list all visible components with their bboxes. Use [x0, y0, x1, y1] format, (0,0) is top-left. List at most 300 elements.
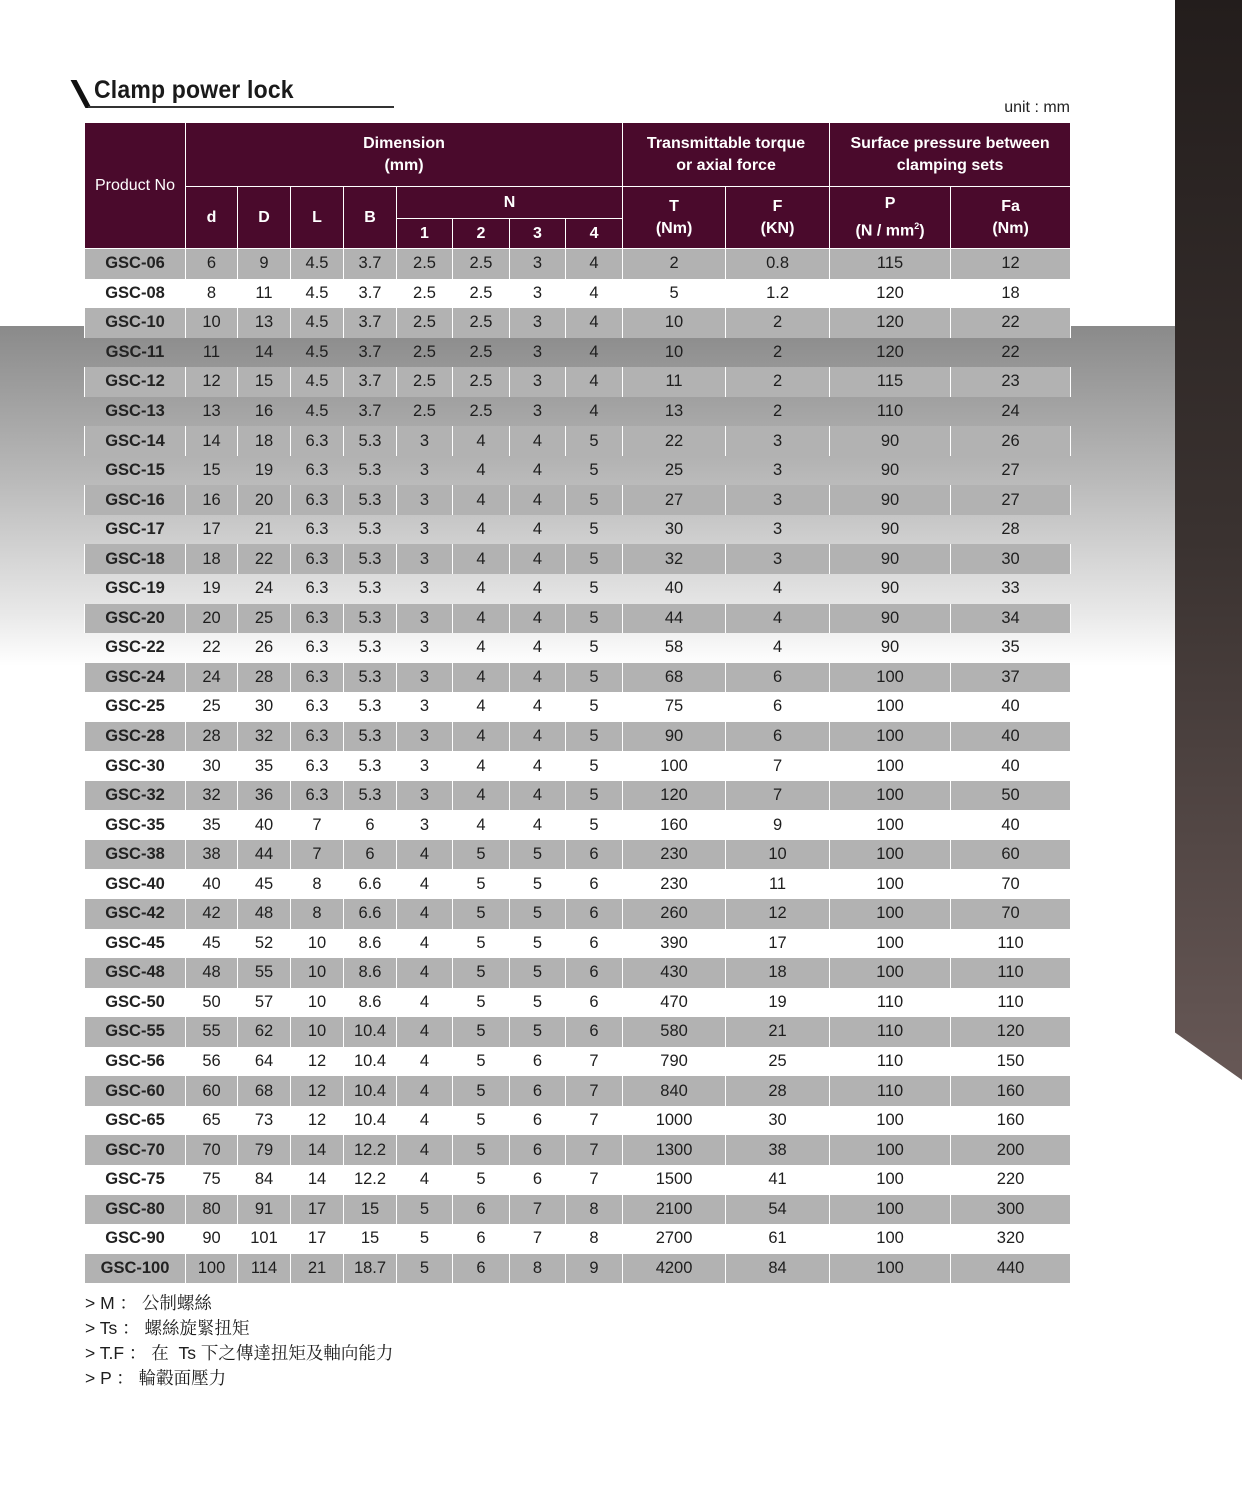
- table-cell: 30: [664, 520, 684, 539]
- table-cell: 9: [772, 815, 783, 834]
- table-cell: 35: [254, 756, 274, 775]
- table-cell: 90: [830, 544, 951, 574]
- table-cell: 4: [510, 544, 566, 574]
- table-cell: 470: [660, 992, 688, 1011]
- header-L: L: [291, 187, 344, 249]
- table-row: [85, 397, 1071, 427]
- header-pressure: [830, 123, 1071, 187]
- table-cell: 57: [254, 992, 274, 1011]
- table-cell: 4: [453, 485, 510, 515]
- table-cell: 55: [238, 958, 291, 988]
- table-cell: 6.3: [291, 604, 344, 634]
- header-Fa-unit: (Nm): [992, 219, 1029, 237]
- table-cell: 40: [202, 874, 221, 893]
- table-cell: 5: [476, 933, 486, 952]
- product-no-cell: GSC-45: [105, 933, 165, 952]
- table-cell: 3: [532, 283, 543, 302]
- table-cell: 70: [951, 899, 1071, 929]
- table-cell: 54: [726, 1195, 830, 1225]
- header-T-label: T: [669, 197, 679, 215]
- product-no-cell: GSC-48: [85, 958, 186, 988]
- table-cell: 40: [951, 722, 1071, 752]
- table-cell: 3.7: [358, 283, 382, 302]
- table-cell: 5: [476, 1052, 486, 1071]
- table-cell: 40: [254, 815, 274, 834]
- table-cell: 2.5: [397, 249, 453, 279]
- title-slash-mark: [71, 80, 92, 108]
- table-cell: 45: [254, 874, 274, 893]
- table-cell: 110: [876, 992, 904, 1011]
- header-P-unit-b: ): [919, 222, 925, 240]
- table-cell: 1.2: [766, 283, 790, 302]
- table-row: [85, 1224, 1071, 1254]
- product-no-cell: GSC-25: [105, 697, 165, 716]
- table-cell: 6.3: [291, 663, 344, 693]
- table-cell: 7: [566, 1135, 623, 1165]
- table-cell: 8.6: [358, 992, 382, 1011]
- table-cell: 100: [876, 697, 904, 716]
- table-cell: 7: [726, 781, 830, 811]
- note-item: > T.F ： 在 Ts 下之傳達扭矩及軸向能力: [85, 1343, 394, 1363]
- table-cell: 3: [397, 485, 453, 515]
- table-cell: 110: [876, 402, 904, 420]
- table-cell: 6.3: [291, 781, 344, 811]
- table-cell: 5.3: [358, 756, 382, 775]
- table-cell: 4: [453, 663, 510, 693]
- table-cell: 10: [291, 958, 344, 988]
- table-cell: 580: [623, 1017, 726, 1047]
- product-no-cell: GSC-12: [85, 367, 186, 397]
- product-no-cell: GSC-40: [105, 874, 165, 893]
- table-cell: 20: [238, 485, 291, 515]
- table-header: [85, 123, 1071, 249]
- table-cell: 28: [1001, 520, 1020, 539]
- table-cell: 6.3: [305, 579, 329, 598]
- table-cell: 22: [623, 426, 726, 456]
- table-cell: 4: [726, 604, 830, 634]
- header-B: B: [344, 187, 397, 249]
- table-cell: 5: [566, 544, 623, 574]
- table-cell: 3: [726, 544, 830, 574]
- product-no-cell: GSC-70: [85, 1135, 186, 1165]
- table-cell: 90: [830, 604, 951, 634]
- table-cell: 26: [951, 426, 1071, 456]
- table-cell: 115: [830, 367, 951, 397]
- table-cell: 34: [951, 604, 1071, 634]
- table-cell: 4: [566, 249, 623, 279]
- table-cell: 5: [397, 1195, 453, 1225]
- table-cell: 5: [453, 958, 510, 988]
- header-P: [830, 187, 951, 249]
- product-no-cell: GSC-10: [85, 308, 186, 338]
- product-no-cell: GSC-19: [105, 579, 165, 598]
- table-row: [85, 308, 1071, 338]
- table-cell: 6.3: [291, 426, 344, 456]
- header-torque: [623, 123, 830, 187]
- table-cell: 120: [876, 283, 904, 302]
- table-cell: 35: [202, 815, 221, 834]
- table-cell: 100: [830, 1135, 951, 1165]
- table-cell: 27: [951, 485, 1071, 515]
- table-cell: 18: [186, 544, 238, 574]
- table-cell: 15: [360, 1229, 380, 1248]
- table-cell: 4: [476, 697, 486, 716]
- table-cell: 4: [589, 342, 599, 361]
- table-cell: 6: [566, 899, 623, 929]
- table-cell: 5: [589, 815, 599, 834]
- table-cell: 6.6: [344, 899, 397, 929]
- table-cell: 320: [996, 1229, 1025, 1248]
- table-cell: 8: [510, 1254, 566, 1284]
- table-cell: 84: [726, 1254, 830, 1284]
- table-cell: 3: [726, 485, 830, 515]
- table-cell: 100: [830, 899, 951, 929]
- table-cell: 110: [951, 958, 1071, 988]
- table-cell: 17: [291, 1195, 344, 1225]
- table-cell: 5: [453, 840, 510, 870]
- table-cell: 2.5: [453, 308, 510, 338]
- table-cell: 90: [880, 461, 900, 480]
- table-cell: 120: [951, 1017, 1071, 1047]
- product-no-cell: GSC-16: [85, 485, 186, 515]
- table-row: [85, 279, 1071, 309]
- table-cell: 114: [238, 1254, 291, 1284]
- table-cell: 58: [664, 638, 684, 657]
- table-cell: 3: [397, 781, 453, 811]
- table-cell: 2.5: [413, 342, 436, 361]
- note-item: > Ts ： 螺絲旋緊扭矩: [85, 1318, 250, 1338]
- table-cell: 100: [830, 722, 951, 752]
- table-cell: 52: [254, 933, 274, 952]
- table-cell: 2: [772, 402, 783, 420]
- table-cell: 35: [1001, 638, 1020, 657]
- table-cell: 24: [186, 663, 238, 693]
- table-cell: 230: [623, 840, 726, 870]
- table-cell: 8.6: [344, 958, 397, 988]
- table-cell: 4: [397, 899, 453, 929]
- table-cell: 390: [660, 933, 688, 952]
- table-cell: 4: [419, 933, 430, 952]
- product-no-cell: GSC-38: [85, 840, 186, 870]
- table-cell: 6: [532, 1111, 543, 1130]
- table-cell: 4: [476, 579, 486, 598]
- table-cell: 90: [880, 638, 900, 657]
- table-cell: 45: [202, 933, 221, 952]
- table-cell: 30: [254, 697, 274, 716]
- product-no-cell: GSC-06: [85, 249, 186, 279]
- table-cell: 27: [1001, 461, 1020, 480]
- table-cell: 5: [532, 992, 543, 1011]
- table-cell: 2.5: [469, 283, 493, 302]
- table-cell: 260: [623, 899, 726, 929]
- table-row: [85, 338, 1071, 368]
- table-cell: 5.3: [344, 722, 397, 752]
- table-cell: 3: [397, 544, 453, 574]
- table-cell: 10: [291, 1017, 344, 1047]
- table-cell: 26: [254, 638, 274, 657]
- table-cell: 90: [830, 485, 951, 515]
- table-cell: 4: [772, 638, 783, 657]
- table-cell: 41: [768, 1170, 787, 1189]
- table-cell: 6: [476, 1229, 486, 1248]
- table-cell: 15: [202, 461, 221, 480]
- product-no-cell: GSC-11: [105, 342, 165, 361]
- table-cell: 4: [532, 815, 543, 834]
- table-cell: 6: [589, 874, 599, 893]
- table-cell: 2.5: [413, 283, 436, 302]
- table-cell: 8: [566, 1195, 623, 1225]
- table-cell: 17: [202, 520, 221, 539]
- table-cell: 2: [726, 367, 830, 397]
- table-cell: 160: [951, 1076, 1071, 1106]
- table-cell: 110: [997, 992, 1024, 1011]
- table-cell: 20: [186, 604, 238, 634]
- product-no-cell: GSC-14: [85, 426, 186, 456]
- table-row: [85, 515, 1071, 545]
- table-cell: 11: [768, 874, 787, 893]
- spec-table: [84, 122, 1071, 1283]
- table-cell: 8: [589, 1229, 599, 1248]
- table-row: [85, 929, 1071, 959]
- table-cell: 2.5: [469, 342, 493, 361]
- table-cell: 6: [453, 1254, 510, 1284]
- table-cell: 75: [202, 1170, 221, 1189]
- header-D-cap: D: [238, 187, 291, 249]
- table-row: [85, 663, 1071, 693]
- table-cell: 4: [397, 1017, 453, 1047]
- table-cell: 17: [768, 933, 787, 952]
- table-cell: 6.3: [291, 722, 344, 752]
- table-cell: 61: [768, 1229, 787, 1248]
- table-cell: 6: [453, 1195, 510, 1225]
- table-cell: 15: [238, 367, 291, 397]
- product-no-cell: GSC-75: [105, 1170, 165, 1189]
- table-cell: 65: [202, 1111, 221, 1130]
- table-cell: 4: [453, 604, 510, 634]
- table-row: [85, 367, 1071, 397]
- table-cell: 100: [876, 933, 904, 952]
- table-cell: 4: [532, 461, 543, 480]
- table-cell: 5.3: [344, 544, 397, 574]
- table-cell: 18: [238, 426, 291, 456]
- table-row: [85, 1135, 1071, 1165]
- table-cell: 25: [238, 604, 291, 634]
- table-cell: 4: [510, 722, 566, 752]
- product-no-cell: GSC-22: [105, 638, 165, 657]
- table-cell: 430: [623, 958, 726, 988]
- table-row: [85, 1165, 1071, 1195]
- table-cell: 4: [532, 697, 543, 716]
- table-row: [85, 1047, 1071, 1077]
- table-cell: 6: [726, 663, 830, 693]
- table-cell: 25: [664, 461, 684, 480]
- header-T-unit: (Nm): [655, 219, 693, 237]
- product-no-cell: GSC-35: [105, 815, 165, 834]
- table-cell: 115: [830, 249, 951, 279]
- table-cell: 4: [510, 781, 566, 811]
- table-cell: 6: [566, 1017, 623, 1047]
- table-cell: 5.3: [344, 781, 397, 811]
- table-cell: 790: [660, 1052, 688, 1071]
- table-cell: 5: [566, 663, 623, 693]
- table-cell: 1300: [623, 1135, 726, 1165]
- table-cell: 15: [344, 1195, 397, 1225]
- table-cell: 4: [419, 992, 430, 1011]
- table-cell: 10: [186, 308, 238, 338]
- table-cell: 36: [238, 781, 291, 811]
- table-cell: 7: [291, 840, 344, 870]
- table-cell: 84: [254, 1170, 274, 1189]
- table-cell: 5: [589, 756, 599, 775]
- table-cell: 5: [589, 579, 599, 598]
- table-row: [85, 1106, 1071, 1136]
- table-cell: 68: [623, 663, 726, 693]
- table-cell: 4: [566, 308, 623, 338]
- header-T: [623, 187, 726, 249]
- table-cell: 10: [307, 992, 327, 1011]
- product-no-cell: GSC-80: [85, 1195, 186, 1225]
- table-cell: 64: [254, 1052, 274, 1071]
- table-row: [85, 840, 1071, 870]
- table-cell: 12: [186, 367, 238, 397]
- table-cell: 12: [307, 1052, 327, 1071]
- table-cell: 100: [876, 1229, 904, 1248]
- table-cell: 6: [365, 815, 375, 834]
- table-cell: 1500: [655, 1170, 693, 1189]
- table-cell: 4: [453, 426, 510, 456]
- product-no-cell: GSC-30: [105, 756, 165, 775]
- table-cell: 3: [726, 426, 830, 456]
- table-cell: 3.7: [358, 342, 382, 361]
- section-title: [72, 76, 322, 110]
- table-cell: 12.2: [353, 1170, 387, 1189]
- table-cell: 3: [419, 638, 430, 657]
- table-row: [85, 958, 1071, 988]
- table-cell: 100: [876, 1111, 904, 1130]
- table-cell: 7: [772, 756, 783, 775]
- table-row: [85, 1017, 1071, 1047]
- table-cell: 6: [532, 1170, 543, 1189]
- table-cell: 4: [510, 485, 566, 515]
- table-row: [85, 1076, 1071, 1106]
- table-cell: 160: [996, 1111, 1025, 1130]
- table-cell: 5: [532, 933, 543, 952]
- table-cell: 40: [1001, 815, 1020, 834]
- table-cell: 6: [186, 249, 238, 279]
- table-cell: 5.3: [344, 485, 397, 515]
- table-cell: 3: [419, 520, 430, 539]
- table-cell: 0.8: [726, 249, 830, 279]
- header-dimension: [186, 123, 623, 187]
- table-cell: 5: [453, 1135, 510, 1165]
- table-cell: 28: [186, 722, 238, 752]
- table-cell: 21: [291, 1254, 344, 1284]
- header-d: d: [186, 187, 238, 249]
- table-cell: 220: [996, 1170, 1025, 1189]
- table-cell: 21: [254, 520, 274, 539]
- page-title: Clamp power lock: [94, 76, 294, 104]
- table-cell: 14: [254, 342, 274, 361]
- table-cell: 4.5: [305, 402, 329, 420]
- table-cell: 4: [510, 604, 566, 634]
- table-row: [85, 1254, 1071, 1284]
- table-cell: 3.7: [358, 402, 382, 420]
- header-n1: 1: [397, 219, 453, 249]
- table-cell: 5: [566, 485, 623, 515]
- table-row: [85, 544, 1071, 574]
- header-n3: 3: [510, 219, 566, 249]
- table-cell: 4: [476, 638, 486, 657]
- table-cell: 110: [997, 933, 1024, 952]
- table-cell: 4: [476, 815, 486, 834]
- table-cell: 5: [419, 1229, 430, 1248]
- table-cell: 4: [453, 722, 510, 752]
- table-row: [85, 751, 1071, 781]
- table-row: [85, 249, 1071, 279]
- table-cell: 7: [532, 1229, 543, 1248]
- table-cell: 7: [589, 1052, 599, 1071]
- table-cell: 28: [726, 1076, 830, 1106]
- table-row: [85, 899, 1071, 929]
- table-cell: 4.5: [305, 342, 329, 361]
- header-n2: 2: [453, 219, 510, 249]
- table-cell: 40: [1001, 756, 1020, 775]
- table-cell: 6.3: [305, 638, 329, 657]
- table-cell: 14: [307, 1170, 327, 1189]
- table-cell: 4: [532, 579, 543, 598]
- table-cell: 100: [876, 874, 904, 893]
- table-cell: 23: [951, 367, 1071, 397]
- header-F: [726, 187, 830, 249]
- table-cell: 91: [238, 1195, 291, 1225]
- table-cell: 90: [880, 520, 900, 539]
- table-cell: 5: [476, 992, 486, 1011]
- header-pressure-line2: clamping sets: [896, 156, 1004, 174]
- table-cell: 6.3: [305, 697, 329, 716]
- table-cell: 5.3: [344, 663, 397, 693]
- table-cell: 3: [419, 697, 430, 716]
- table-cell: 18: [1001, 283, 1020, 302]
- table-cell: 100: [830, 840, 951, 870]
- table-row: [85, 869, 1071, 899]
- product-no-cell: GSC-08: [105, 283, 165, 302]
- table-cell: 19: [254, 461, 274, 480]
- table-cell: 6: [772, 697, 783, 716]
- table-cell: 3: [772, 520, 783, 539]
- table-cell: 230: [660, 874, 688, 893]
- table-cell: 4: [419, 1170, 430, 1189]
- header-P-unit: [830, 215, 950, 242]
- table-cell: 22: [238, 544, 291, 574]
- table-cell: 6: [566, 958, 623, 988]
- table-cell: 5: [589, 461, 599, 480]
- table-cell: 32: [623, 544, 726, 574]
- table-cell: 4: [453, 781, 510, 811]
- table-cell: 4: [419, 1111, 430, 1130]
- table-cell: 5: [566, 604, 623, 634]
- product-no-cell: GSC-24: [85, 663, 186, 693]
- table-cell: 5.3: [358, 461, 382, 480]
- table-cell: 60: [186, 1076, 238, 1106]
- table-cell: 18: [726, 958, 830, 988]
- table-cell: 18.7: [344, 1254, 397, 1284]
- table-cell: 22: [1001, 342, 1020, 361]
- table-cell: 90: [202, 1229, 221, 1248]
- table-cell: 4: [532, 756, 543, 775]
- table-cell: 14: [186, 426, 238, 456]
- table-cell: 100: [186, 1254, 238, 1284]
- table-cell: 2.5: [469, 402, 493, 420]
